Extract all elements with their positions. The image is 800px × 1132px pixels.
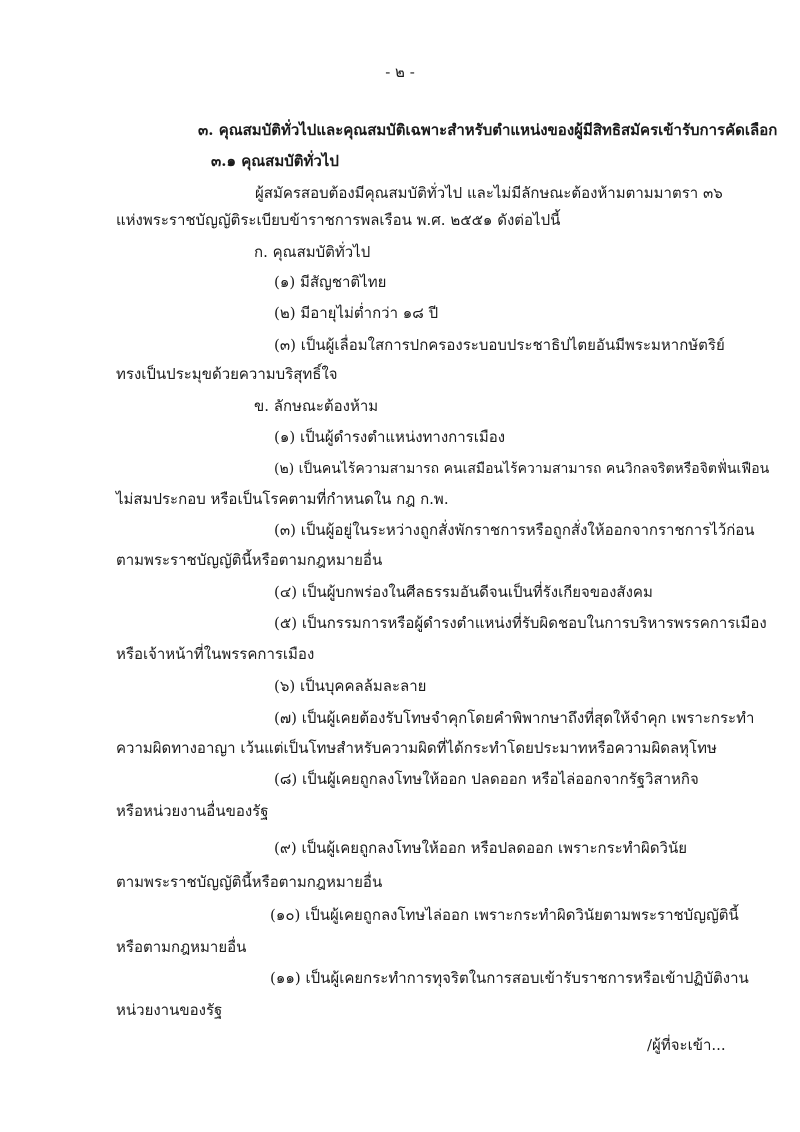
list-item: (๑) เป็นผู้ดำรงตำแหน่งทางการเมือง: [274, 428, 506, 446]
list-item-continuation: หน่วยงานของรัฐ: [116, 1001, 223, 1019]
list-item-continuation: ตามพระราชบัญญัตินี้หรือตามกฎหมายอื่น: [116, 551, 383, 569]
list-item: (๔) เป็นผู้บกพร่องในศีลธรรมอันดีจนเป็นที่รังเกียจของสังคม: [274, 583, 653, 601]
list-item: (๗) เป็นผู้เคยต้องรับโทษจำคุกโดยคำพิพากษาถึงที่สุดให้จำคุก เพราะกระทำ: [274, 709, 755, 727]
page-number: - ๒ -: [385, 63, 415, 81]
list-item-continuation: ทรงเป็นประมุขด้วยความบริสุทธิ์ใจ: [116, 365, 338, 383]
list-item: (๖) เป็นบุคคลล้มละลาย: [274, 677, 427, 695]
list-item-continuation: หรือตามกฎหมายอื่น: [116, 938, 247, 956]
list-item-continuation: หรือหน่วยงานอื่นของรัฐ: [116, 802, 269, 820]
intro-paragraph-line: ผู้สมัครสอบต้องมีคุณสมบัติทั่วไป และไม่มีลักษณะต้องห้ามตามมาตรา ๓๖: [255, 184, 723, 202]
list-item: (๒) เป็นคนไร้ความสามารถ คนเสมือนไร้ความสามารถ คนวิกลจริตหรือจิตฟั่นเฟือน: [274, 461, 770, 477]
list-item: (๓) เป็นผู้อยู่ในระหว่างถูกสั่งพักราชการหรือถูกสั่งให้ออกจากราชการไว้ก่อน: [274, 521, 755, 539]
list-item-continuation: ตามพระราชบัญญัตินี้หรือตามกฎหมายอื่น: [116, 873, 383, 891]
list-item: (๕) เป็นกรรมการหรือผู้ดำรงตำแหน่งที่รับผิดชอบในการบริหารพรรคการเมือง: [274, 614, 767, 632]
list-item: (๑) มีสัญชาติไทย: [274, 273, 387, 291]
list-item: (๑๑) เป็นผู้เคยกระทำการทุจริตในการสอบเข้ารับราชการหรือเข้าปฏิบัติงาน: [270, 969, 749, 987]
list-item-continuation: ความผิดทางอาญา เว้นแต่เป็นโทษสำหรับความผิดที่ได้กระทำโดยประมาทหรือความผิดลหุโทษ: [116, 739, 717, 757]
list-item: (๘) เป็นผู้เคยถูกลงโทษให้ออก ปลดออก หรือไล่ออกจากรัฐวิสาหกิจ: [274, 770, 699, 788]
list-item: (๑๐) เป็นผู้เคยถูกลงโทษไล่ออก เพราะกระทำผิดวินัยตามพระราชบัญญัตินี้: [270, 906, 739, 924]
list-item: (๓) เป็นผู้เลื่อมใสการปกครองระบอบประชาธิปไตยอันมีพระมหากษัตริย์: [274, 336, 725, 354]
list-item: (๙) เป็นผู้เคยถูกลงโทษให้ออก หรือปลดออก เพราะกระทำผิดวินัย: [274, 839, 688, 857]
subsection-heading: ๓.๑ คุณสมบัติทั่วไป: [211, 152, 339, 170]
intro-paragraph-line: แห่งพระราชบัญญัติระเบียบข้าราชการพลเรือน พ.ศ. ๒๕๕๑ ดังต่อไปนี้: [116, 211, 561, 229]
continuation-marker: /ผู้ที่จะเข้า...: [647, 1036, 726, 1054]
section-heading: ๓. คุณสมบัติทั่วไปและคุณสมบัติเฉพาะสำหรับตำแหน่งของผู้มีสิทธิสมัครเข้ารับการคัดเลือก: [198, 121, 778, 139]
prohibited-characteristics-title: ข. ลักษณะต้องห้าม: [254, 397, 379, 415]
list-item-continuation: ไม่สมประกอบ หรือเป็นโรคตามที่กำหนดใน กฎ ก.พ.: [116, 490, 449, 508]
list-item-continuation: หรือเจ้าหน้าที่ในพรรคการเมือง: [116, 645, 315, 663]
general-qualifications-title: ก. คุณสมบัติทั่วไป: [254, 243, 371, 261]
list-item: (๒) มีอายุไม่ต่ำกว่า ๑๘ ปี: [274, 304, 439, 322]
